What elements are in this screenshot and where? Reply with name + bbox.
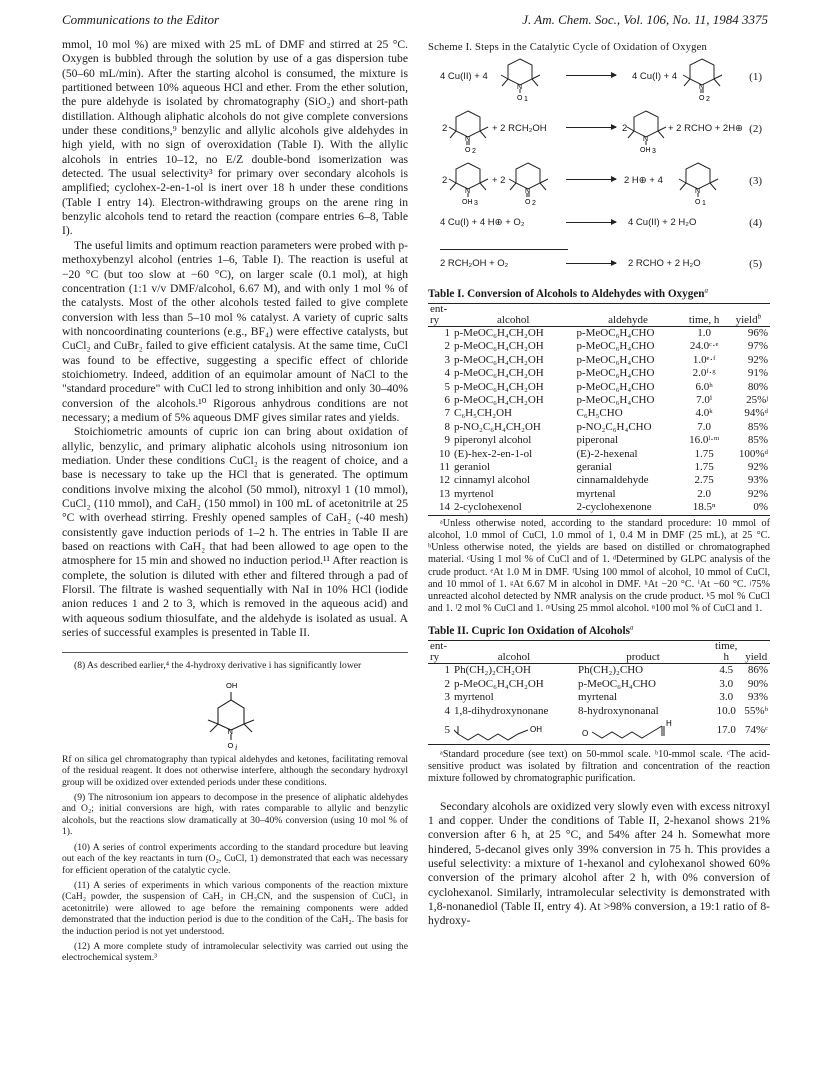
table-row	[428, 421, 770, 434]
cell-entry: 4	[444, 367, 450, 380]
cell-alcohol: p-MeOC₆H₄CH₂OH	[454, 327, 544, 339]
cell-product	[576, 718, 710, 745]
structure-i-label: i	[235, 742, 238, 752]
table-row	[428, 501, 770, 515]
cell-product: p-MeOC₆H₄CHO	[576, 380, 655, 393]
scheme-5-arrow	[566, 263, 616, 264]
svg-text:O: O	[525, 199, 531, 206]
cell-product: myrtenal	[578, 691, 618, 704]
cell-entry: 3	[444, 353, 450, 366]
scheme-2-mid: + 2 RCH₂OH	[492, 123, 547, 134]
svg-text:3: 3	[474, 200, 478, 207]
hydroxylamine-structure-3	[626, 105, 670, 155]
svg-text:2: 2	[706, 96, 710, 103]
nitroxyl-structure-1b	[678, 157, 722, 207]
cell-alcohol: (E)-hex-2-en-1-ol	[454, 447, 533, 460]
footnote-separator	[62, 652, 408, 653]
scheme-title: Scheme I. Steps in the Catalytic Cycle of Oxidation of Oxygen	[428, 42, 708, 53]
structure-i-oh: OH	[226, 680, 238, 690]
cell-product: Ph(CH₂)₂CHO	[578, 664, 644, 677]
cell-yield: 96%	[747, 327, 768, 339]
cell-alcohol: piperonyl alcohol	[454, 434, 532, 447]
scheme-2-left: 2	[442, 123, 448, 134]
cell-entry: 14	[428, 501, 452, 515]
cell-time: 10.0	[716, 704, 736, 717]
cell-yield: 85%	[747, 434, 768, 447]
table-row	[428, 327, 770, 341]
scheme-3-arrow	[566, 179, 616, 180]
footnote-12: (12) A more complete study of intramolecular selectivity was carried out using the electrochemical system.³	[62, 940, 408, 964]
svg-text:OH: OH	[462, 199, 473, 206]
svg-text:N: N	[643, 136, 649, 143]
scheme-2-right: 2	[622, 123, 628, 134]
right-paragraph: Secondary alcohols are oxidized very slowly even with excess nitroxyl 1 and copper. Under the conditions of Table II, 2-hexanol shows 21% conversion after 6 h, at 25 °C, and 54% after 24 h. Somewhat more hindered, 5-decanol gives only 39% conversion in 75 h. This provides a useful selectivity: a mixture of 1-hexanol and cylohexanol showed 60% conversion of the primary alcohol after 2 h, with 0% conversion of cyclohexanol. Similarly, intramolecular selectivity is demonstrated with 1,8-nonanediol (Table II, entry 4). At >98% conversion, a 19:1 ratio of 8-hydroxy-	[428, 799, 770, 928]
cell-product: piperonal	[576, 434, 619, 447]
scheme-1-number: (1)	[749, 71, 762, 83]
structure-i-drawing	[62, 672, 408, 754]
table1-col-alcohol: alcohol	[452, 304, 574, 327]
svg-text:N: N	[465, 136, 471, 143]
cell-alcohol	[452, 718, 576, 745]
cell-time: 4.5	[719, 664, 734, 677]
cell-product: p-MeOC₆H₄CHO	[576, 340, 655, 353]
cell-yield: 74%ᶜ	[742, 718, 770, 745]
table1-title: Table I. Conversion of Alcohols to Aldehydes with Oxygen$^a$	[428, 286, 709, 300]
cell-yield: 80%	[747, 380, 768, 393]
table-row	[428, 354, 770, 367]
scheme-row-2	[428, 105, 770, 157]
table-row	[428, 691, 770, 704]
cell-alcohol: 2-cyclohexenol	[452, 501, 574, 515]
cell-product: (E)-2-hexenal	[576, 447, 638, 460]
svg-text:H: H	[666, 718, 672, 728]
cell-time: 1.75	[694, 461, 714, 474]
table-row	[428, 381, 770, 394]
table1-col-yield: yield$^b$	[727, 304, 770, 327]
svg-text:N: N	[525, 188, 531, 195]
scheme-row-4	[428, 209, 770, 243]
section-title: Communications to the Editor	[62, 12, 220, 27]
scheme-5-right: 2 RCHO + 2 H₂O	[628, 258, 701, 269]
svg-text:1: 1	[702, 200, 706, 207]
cell-entry: 3	[444, 691, 450, 704]
cell-yield: 86%	[747, 664, 768, 677]
cell-yield: 100%ᵈ	[738, 447, 768, 460]
footnote-11: (11) A series of experiments in which various components of the reaction mixture (CaH₂ powder, the suspension of CaH₂ in CH₃CN, and the suspension of CuCl₂ in acetonitrile) were allowed to age before the remaining components were added demonstrated that the induction period is due to the condition of the CaH₂. The basis for the induction period is not yet understood.	[62, 879, 408, 937]
table1-col-entry: ent-ry	[428, 304, 452, 327]
nitroxyl-structure-1	[500, 53, 544, 103]
cell-entry: 1	[444, 664, 450, 677]
table-row	[428, 407, 770, 420]
cell-alcohol: myrtenol	[454, 487, 494, 500]
cell-time: 3.0	[719, 691, 734, 704]
svg-text:N: N	[695, 188, 701, 195]
cell-alcohol: cinnamyl alcohol	[454, 474, 531, 487]
footnote-10: (10) A series of control experiments according to the standard procedure but leaving out each of the key reactants in turn (O₂, CuCl, 1) demonstrated that each was necessary for efficient operation of the catalytic cycle.	[62, 841, 408, 876]
paragraph-2: The useful limits and optimum reaction parameters were probed with p-methoxybenzyl alcohol (entries 1–6, Table I). The reaction is useful at −20 °C (but too slow at −60 °C), on larger scale (0.1 mol), at high concentration (1:1 v/v DMF/alcohol, 6.67 M), and with only 1 mol % of the catalysts. Most of the other alcohols tested failed to give complete conversion with less than 5–10 mol % catalyst. A variety of cupric salts with noncoordinating counterions (e.g., BF₄) were effective catalysts, but CuCl₂ and CuBr₂ failed to give efficient catalysis. At the same time, CuCl was found to be effective, suggesting a specific effect of chloride stoichiometry. Indeed, addition of an equimolar amount of NaCl to the "standard procedure" with CuCl led to strong inhibition and only 30–40% conversion of the alcohols.¹⁰ Rigorous anhydrous conditions are not necessary; a medium of 5% aqueous DMF gives similar rates and yields.	[62, 238, 408, 424]
cell-yield: 25%ʲ	[746, 394, 768, 407]
table-row	[428, 488, 770, 501]
scheme-3-right: 2 H⊕ + 4	[624, 175, 663, 186]
cell-yield: 92%	[747, 487, 768, 500]
cell-entry: 2	[444, 340, 450, 353]
left-column	[62, 38, 408, 964]
cell-entry: 13	[439, 487, 450, 500]
cell-alcohol: p-MeOC₆H₄CH₂OH	[454, 380, 544, 393]
cell-time: 7.0	[697, 420, 712, 433]
cell-time: 2.0	[697, 487, 712, 500]
cell-product: myrtenal	[576, 487, 616, 500]
cell-product: C₆H₅CHO	[576, 407, 623, 420]
cell-time: 6.0ʰ	[695, 380, 713, 393]
scheme-4-right: 4 Cu(II) + 2 H₂O	[628, 217, 697, 228]
svg-text:1: 1	[524, 96, 528, 103]
cell-alcohol: p-MeOC₆H₄CH₂OH	[454, 353, 544, 366]
cell-time: 2.0ᶠ·ᵍ	[692, 367, 716, 380]
svg-text:OH: OH	[640, 147, 651, 154]
cell-time: 17.0	[710, 718, 742, 745]
svg-text:3: 3	[652, 148, 656, 155]
scheme-5-number: (5)	[749, 258, 762, 270]
svg-text:OH: OH	[530, 724, 542, 734]
oxoammonium-structure-2	[682, 53, 726, 103]
svg-text:O: O	[695, 199, 701, 206]
cell-alcohol: C₆H₅CH₂OH	[454, 407, 512, 420]
scheme-2-right2: + 2 RCHO + 2H⊕	[668, 123, 744, 134]
scheme-3-number: (3)	[749, 175, 762, 187]
cell-time: 2.75	[694, 474, 714, 487]
cell-alcohol: p-NO₂C₆H₄CH₂OH	[454, 420, 541, 433]
cell-entry: 8	[444, 420, 450, 433]
oxoammonium-structure-2b	[448, 105, 492, 155]
cell-product: p-MeOC₆H₄CHO	[576, 367, 655, 380]
cell-alcohol: p-MeOC₆H₄CH₂OH	[454, 394, 544, 407]
scheme-3-left: 2	[442, 175, 448, 186]
cell-product: p-MeOC₆H₄CHO	[578, 677, 656, 690]
cell-entry: 12	[439, 474, 450, 487]
table2-col-product: product	[576, 641, 710, 664]
table2	[428, 640, 770, 745]
scheme-1-arrow	[566, 75, 616, 76]
cell-yield: 55%ᵇ	[744, 704, 768, 717]
table-row	[428, 461, 770, 474]
cell-entry: 4	[444, 704, 450, 717]
cell-yield: 85%	[747, 420, 768, 433]
table-row	[428, 474, 770, 487]
row5-alcohol-structure	[454, 718, 574, 744]
cell-entry: 5	[428, 718, 452, 745]
hydroxylamine-structure-3b	[448, 157, 492, 207]
table1-header-row	[428, 304, 770, 327]
svg-text:N: N	[699, 84, 705, 91]
table2-col-entry: ent-ry	[428, 641, 452, 664]
svg-text:O: O	[517, 95, 523, 102]
cell-alcohol: 1,8-dihydroxynonane	[454, 704, 549, 717]
cell-time: 24.0ᶜ·ᵉ	[689, 340, 719, 353]
journal-citation: J. Am. Chem. Soc., Vol. 106, No. 11, 1984 3375	[522, 12, 768, 27]
table2-col-yield: yield	[742, 641, 770, 664]
cell-product: 2-cyclohexenone	[574, 501, 681, 515]
cell-entry: 7	[444, 407, 450, 420]
cell-yield: 94%ᵈ	[744, 407, 768, 420]
footnote-8: (8) As described earlier,⁴ the 4-hydroxy derivative i has significantly lower	[74, 660, 362, 672]
table-row	[428, 678, 770, 691]
cell-yield: 93%	[747, 691, 768, 704]
svg-text:O: O	[582, 728, 589, 738]
scheme-row-5	[428, 250, 770, 280]
cell-entry: 11	[439, 461, 450, 474]
cell-entry: 1	[444, 327, 450, 339]
cell-yield: 91%	[747, 367, 768, 380]
cell-entry: 2	[444, 677, 450, 690]
cell-alcohol: p-MeOC₆H₄CH₂OH	[454, 677, 544, 690]
oxoammonium-structure-2c	[508, 157, 552, 207]
scheme-2-arrow	[566, 127, 616, 128]
scheme-row-1	[428, 53, 770, 105]
svg-text:N: N	[465, 188, 471, 195]
scheme-4-arrow	[566, 222, 616, 223]
scheme-4-left: 4 Cu(I) + 4 H⊕ + O₂	[440, 217, 525, 228]
cell-product: p-MeOC₆H₄CHO	[576, 327, 655, 339]
footnote-8-cont: Rf on silica gel chromatography than typical aldehydes and ketones, facilitating removal of the residual reagent. It does not otherwise interfere, although the secondary hydroxyl group will be oxidized over extended periods under these conditions.	[62, 753, 408, 788]
structure-i	[62, 672, 408, 754]
scheme-5-left: 2 RCH₂OH + O₂	[440, 258, 509, 269]
table-row	[428, 718, 770, 745]
paragraph-1: mmol, 10 mol %) are mixed with 25 mL of DMF and stirred at 25 °C. Oxygen is bubbled through the solution by use of a gas dispersion tube (50–60 mL/min). After the starting alcohol is consumed, the mixture is partitioned between 10% aqueous HCl and ether. From the ether solution, the pure aldehyde is isolated by chromatography (SiO₂) and short-path distillation. Although aliphatic alcohols do not give complete conversions under these conditions,⁹ benzylic and allylic alcohols give aldehydes in high yield, with no sign of overoxidation (Table I). With the allylic alcohols in entries 10–12, no E/Z double-bond isomerization was detected. The usual selectivity³ for primary over secondary alcohols is amplified; cyclohex-2-en-1-ol is inert over 18 h under these conditions (Table I entry 14). Electron-withdrawing groups on the arene ring in benzylic alcohols tend to retard the reaction (compare entries 6–8, Table I).	[62, 38, 408, 238]
running-header	[62, 12, 768, 32]
cell-alcohol: p-MeOC₆H₄CH₂OH	[454, 367, 544, 380]
table2-notes: ᵃStandard procedure (see text) on 50-mmol scale. ᵇ10-mmol scale. ᶜThe acid-sensitive product was isolated by filtration and concentration of the reaction mixture followed by chromatographic purification.	[428, 748, 770, 785]
structure-i-o: O	[227, 740, 234, 750]
table1-col-time: time, h	[682, 304, 727, 327]
cell-time: 4.0ᵏ	[695, 407, 713, 420]
cell-yield: 93%	[747, 474, 768, 487]
cell-entry: 5	[444, 380, 450, 393]
cell-time: 16.0ˡ·ᵐ	[689, 434, 720, 447]
cell-product: p-MeOC₆H₄CHO	[576, 394, 655, 407]
svg-text:O: O	[699, 95, 705, 102]
table-row	[428, 340, 770, 353]
table1-col-aldehyde: aldehyde	[574, 304, 681, 327]
cell-entry: 9	[444, 434, 450, 447]
table-row	[428, 434, 770, 447]
table2-header-row	[428, 641, 770, 664]
table-row	[428, 448, 770, 461]
cell-time: 18.5ⁿ	[682, 501, 727, 515]
scheme-row-3	[428, 157, 770, 209]
paragraph-3: Stoichiometric amounts of cupric ion can bring about oxidation of allylic, benzylic, and primary aliphatic alcohols using nitrosonium ion mediation. Under these conditions CuCl₂ is the reagent of choice, and a base is necessary to take up the HCl that is generated. The optimum conditions involve mixing the alcohol (50 mmol), nitroxyl 1 (10 mmol), CuCl₂ (110 mmol), and CaH₂ (150 mmol) in 100 mL of acetonitrile at 25 °C with overhead stirring. Freshly opened samples of CaH₂ (-40 mesh) consistently gave induction periods of 1–2 h. The entries in Table II are based on reactions with CaH₂ that had been allowed to age open to the atmosphere for 15 min and showed no induction period.¹¹ After reaction is complete, the solution is diluted with ether and filtered through a pad of Florsil. The filtrate is washed sequentially with NaI in 10% HCl (iodide anion reduces 1 and 2 to 3, which is removed in the aqueous acid) and with aqueous sodium thiosulfate, and the aldehyde is isolated as usual. A series of successful examples is presented in Table II.	[62, 425, 408, 640]
svg-text:2: 2	[532, 200, 536, 207]
table-row	[428, 705, 770, 718]
table-row	[428, 367, 770, 380]
cell-yield: 92%	[747, 461, 768, 474]
scheme-3-mid: + 2	[492, 175, 506, 186]
cell-time: 1.75	[694, 447, 714, 460]
right-column	[428, 38, 770, 929]
cell-product: geranial	[576, 461, 612, 474]
cell-product: p-NO₂C₆H₄CHO	[576, 420, 652, 433]
cell-yield: 97%	[747, 340, 768, 353]
footnote-9: (9) The nitrosonium ion appears to decompose in the presence of aliphatic aldehydes and O₂; initial conversions are high, with rates comparable to allylic and benzylic alcohols, but the reactions slow dramatically at 30–40% conversion (using 10 mol % of 1).	[62, 792, 408, 838]
table1	[428, 303, 770, 516]
cell-entry: 10	[439, 447, 450, 460]
structure-i-n: N	[227, 726, 233, 736]
cell-time: 7.0ⁱ	[696, 394, 713, 407]
cell-product: 8-hydroxynonanal	[578, 704, 659, 717]
table2-title: Table II. Cupric Ion Oxidation of Alcohols$^a$	[428, 623, 634, 638]
cell-alcohol: myrtenol	[454, 691, 494, 704]
cell-time: 1.0ᵉ·ᶠ	[692, 353, 716, 366]
scheme-2-number: (2)	[749, 123, 762, 135]
table1-notes: ᵃUnless otherwise noted, according to the standard procedure: 10 mmol of alcohol, 1.0 mmol of CuCl, 1.0 mmol of 1, 0.4 M in DMF (25 mL), at 25 °C. ᵇUnless otherwise noted, the yields are based on distilled or chromatographed material. ᶜUsing 1 mol % of CuCl and of 1. ᵈDetermined by GLPC analysis of the crude product. ᵉAt 1.0 M in DMF. ᶠUsing 100 mmol of alcohol, 10 mmol of CuCl, and 10 mmol of 1. ᵍAt 6.67 M in alcohol in DMF. ʰAt −20 °C. ⁱAt −60 °C. ʲ75% unreacted alcohol detected by NMR analysis on the crude product. ᵏ5 mol % CuCl and 1. ˡ2 mol % CuCl and 1. ᵐUsing 25 mmol alcohol. ⁿ100 mol % of CuCl and 1.	[428, 517, 770, 615]
cell-product: cinnamaldehyde	[576, 474, 649, 487]
scheme-1-left: 4 Cu(II) + 4	[440, 71, 488, 82]
cell-product: p-MeOC₆H₄CHO	[576, 353, 655, 366]
svg-text:2: 2	[472, 148, 476, 155]
cell-alcohol: geraniol	[454, 461, 491, 474]
table-row	[428, 664, 770, 678]
cell-alcohol: Ph(CH₂)₂CH₂OH	[454, 664, 531, 677]
svg-text:O: O	[465, 147, 471, 154]
cell-yield: 90%	[747, 677, 768, 690]
scheme-4-number: (4)	[749, 217, 762, 229]
table-row	[428, 394, 770, 407]
cell-time: 1.0	[697, 327, 712, 339]
table2-col-alcohol: alcohol	[452, 641, 576, 664]
scheme-1-right: 4 Cu(I) + 4	[632, 71, 678, 82]
cell-alcohol: p-MeOC₆H₄CH₂OH	[454, 340, 544, 353]
svg-text:N: N	[517, 84, 523, 91]
table2-col-time: time, h	[710, 641, 742, 664]
cell-entry: 6	[444, 394, 450, 407]
cell-yield: 0%	[727, 501, 770, 515]
row5-product-structure	[578, 718, 708, 744]
cell-time: 3.0	[719, 677, 734, 690]
cell-yield: 92%	[747, 353, 768, 366]
